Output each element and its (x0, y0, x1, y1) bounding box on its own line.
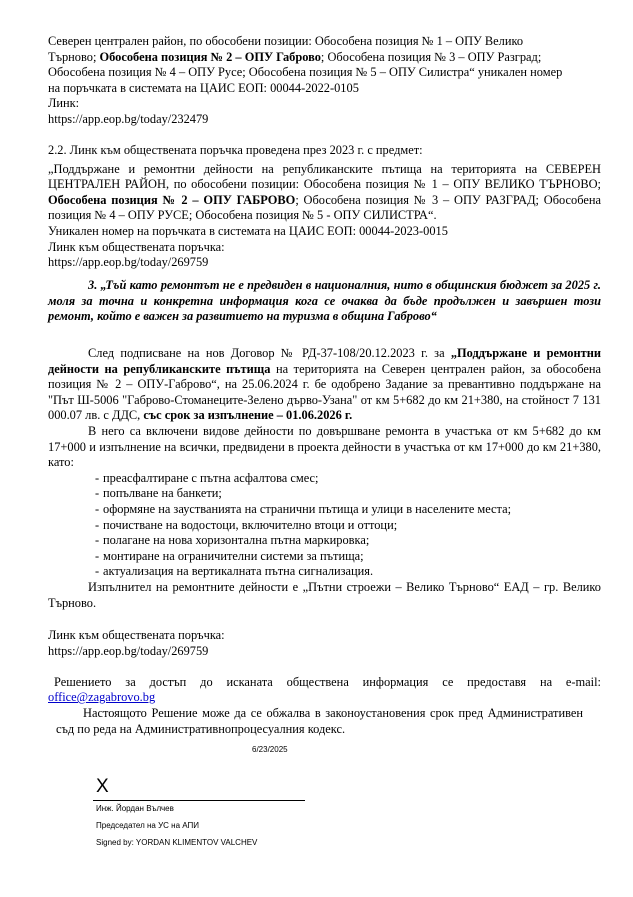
dash-marker: - (95, 501, 100, 516)
link-label: Линк към обществената поръчка: (48, 239, 225, 254)
answer-block (48, 346, 601, 611)
list-item-text: оформяне на заустванията на странични пътища и улици в населените места; (103, 501, 512, 516)
list-item-text: попълване на банкети; (103, 486, 222, 501)
text-segment: „Поддържане и ремонтни дейности на републиканските пътища на територията на СЕВЕРЕН ЦЕНТРАЛЕН РАЙОН, по обособени позиции: Обособена позиция № 1 – ОПУ ВЕЛИКО ТЪРНОВО; (48, 161, 601, 192)
dash-marker: - (95, 564, 100, 579)
list-item-text: преасфалтиране с пътна асфалтова смес; (103, 470, 319, 485)
dash-marker: - (95, 517, 100, 532)
list-item (48, 533, 601, 549)
text-line: на поръчката в системата на ЦАИС ЕОП: 00044-2022-0105 (48, 80, 359, 95)
section-intro: 2.2. Линк към обществената поръчка проведена през 2023 г. с предмет: (48, 143, 423, 157)
list-item (48, 502, 601, 518)
lot-2-bold: Обособена позиция № 2 – ОПУ Габрово (99, 49, 321, 64)
procurement-link[interactable]: https://app.eop.bg/today/269759 (48, 643, 209, 658)
text-line: Обособена позиция № 4 – ОПУ Русе; Обособена позиция № 5 – ОПУ Силистра“ уникален номер (48, 65, 563, 80)
email-link[interactable]: office@zagabrovo.bg (48, 690, 156, 704)
answer-paragraph-1 (48, 346, 601, 424)
signer-name: Инж. Йордан Вълчев (96, 804, 174, 813)
dash-marker: - (95, 486, 100, 501)
procurement-link[interactable]: https://app.eop.bg/today/269759 (48, 255, 209, 270)
deadline-bold: със срок за изпълнение – 01.06.2026 г. (143, 408, 353, 423)
procurement-link[interactable]: https://app.eop.bg/today/232479 (48, 111, 209, 126)
procurement-link-block (48, 628, 601, 659)
text-segment: ; Обособена позиция № 3 – ОПУ Разград; (320, 49, 542, 64)
signature-date: 6/23/2025 (252, 745, 288, 754)
text-segment: ; Обособена позиция № 3 – ОПУ РАЗГРАД; Обособена позиция № 4 – ОПУ РУСЕ; Обособена позиция № 5 - ОПУ СИЛИСТРА“. (48, 192, 601, 223)
contract-subject-bold: „Поддържане и ремонтни дейности на републиканските пътища (48, 346, 601, 376)
question-text: 3. „Тъй като ремонтът не е предвиден в националния, нито в общинския бюджет за 2025 г. моля за точна и конкретна информация кога се очаква да бъде продължен и завършен този ремонт, който е важен за развитието на туризма в община Габрово“ (48, 278, 601, 324)
text-segment: След подписване на нов Договор № РД-37-108/20.12.2023 г. за (88, 346, 451, 360)
list-item-text: монтиране на ограничителни системи за пътища; (103, 548, 364, 563)
dash-marker: - (95, 470, 100, 485)
answer-paragraph-2: В него са включени видове дейности по довършване ремонта в участъка от км 5+682 до км 17+000 и изпълнение на всички, предвидени в проекта дейности в участъка от км 17+000 до км 21+380, като: (48, 423, 601, 470)
question-3 (48, 278, 601, 325)
list-item (48, 486, 601, 502)
link-label: Линк към обществената поръчка: (48, 628, 225, 642)
appeal-paragraph: Настоящото Решение може да се обжалва в законоустановения срок пред Административен съд по реда на Административнопроцесуалния кодекс. (56, 706, 583, 736)
procurement-2023-block (48, 143, 601, 271)
list-item (48, 549, 601, 565)
activities-list (48, 471, 601, 580)
access-paragraph (54, 675, 601, 691)
closing-block (54, 675, 601, 691)
list-item (48, 518, 601, 534)
procurement-subject (48, 162, 601, 224)
text-line: Северен централен район, по обособени позиции: Обособена позиция № 1 – ОПУ Велико (48, 34, 524, 48)
contractor-paragraph: Изпълнител на ремонтните дейности е „Пътни строежи – Велико Търново“ ЕАД – гр. Велико Търново. (48, 579, 601, 610)
dash-marker: - (95, 548, 100, 563)
list-item-text: полагане на нова хоризонтална пътна маркировка; (103, 533, 370, 548)
unique-number: Уникален номер на поръчката в системата на ЦАИС ЕОП: 00044-2023-0015 (48, 223, 448, 238)
signature-x-mark: X (96, 776, 109, 797)
signature-line (93, 800, 305, 801)
previous-procurement-block (48, 34, 601, 128)
appeal-block (56, 706, 583, 737)
list-item (48, 564, 601, 580)
signer-position: Председател на УС на АПИ (96, 821, 200, 830)
lot-2-bold: Обособена позиция № 2 – ОПУ ГАБРОВО (48, 192, 296, 207)
dash-marker: - (95, 533, 100, 548)
access-text: Решението за достъп до исканата обществена информация се предоставя на e-mail: (54, 675, 601, 689)
text-segment: Търново; (48, 49, 100, 64)
signed-by: Signed by: YORDAN KLIMENTOV VALCHEV (96, 838, 258, 847)
list-item (48, 471, 601, 487)
text-segment: на територията на Северен централен район, за обособена позиция № 2 – ОПУ-Габрово“, на 25.06.2024 г. бе одобрено Задание за превантивно поддържане на "Път Ш-5006 "Габрово-Стоманеците-Зелено дърво-Узана" от км 5+682 до км 21+380, на стойност 7 131 000.07 лв. с ДДС, (48, 361, 602, 423)
text-line (48, 50, 601, 66)
link-label: Линк: (48, 96, 80, 111)
email-line (48, 690, 601, 706)
list-item-text: актуализация на вертикалната пътна сигнализация. (103, 564, 374, 579)
list-item-text: почистване на водостоци, включително втоци и оттоци; (103, 517, 398, 532)
